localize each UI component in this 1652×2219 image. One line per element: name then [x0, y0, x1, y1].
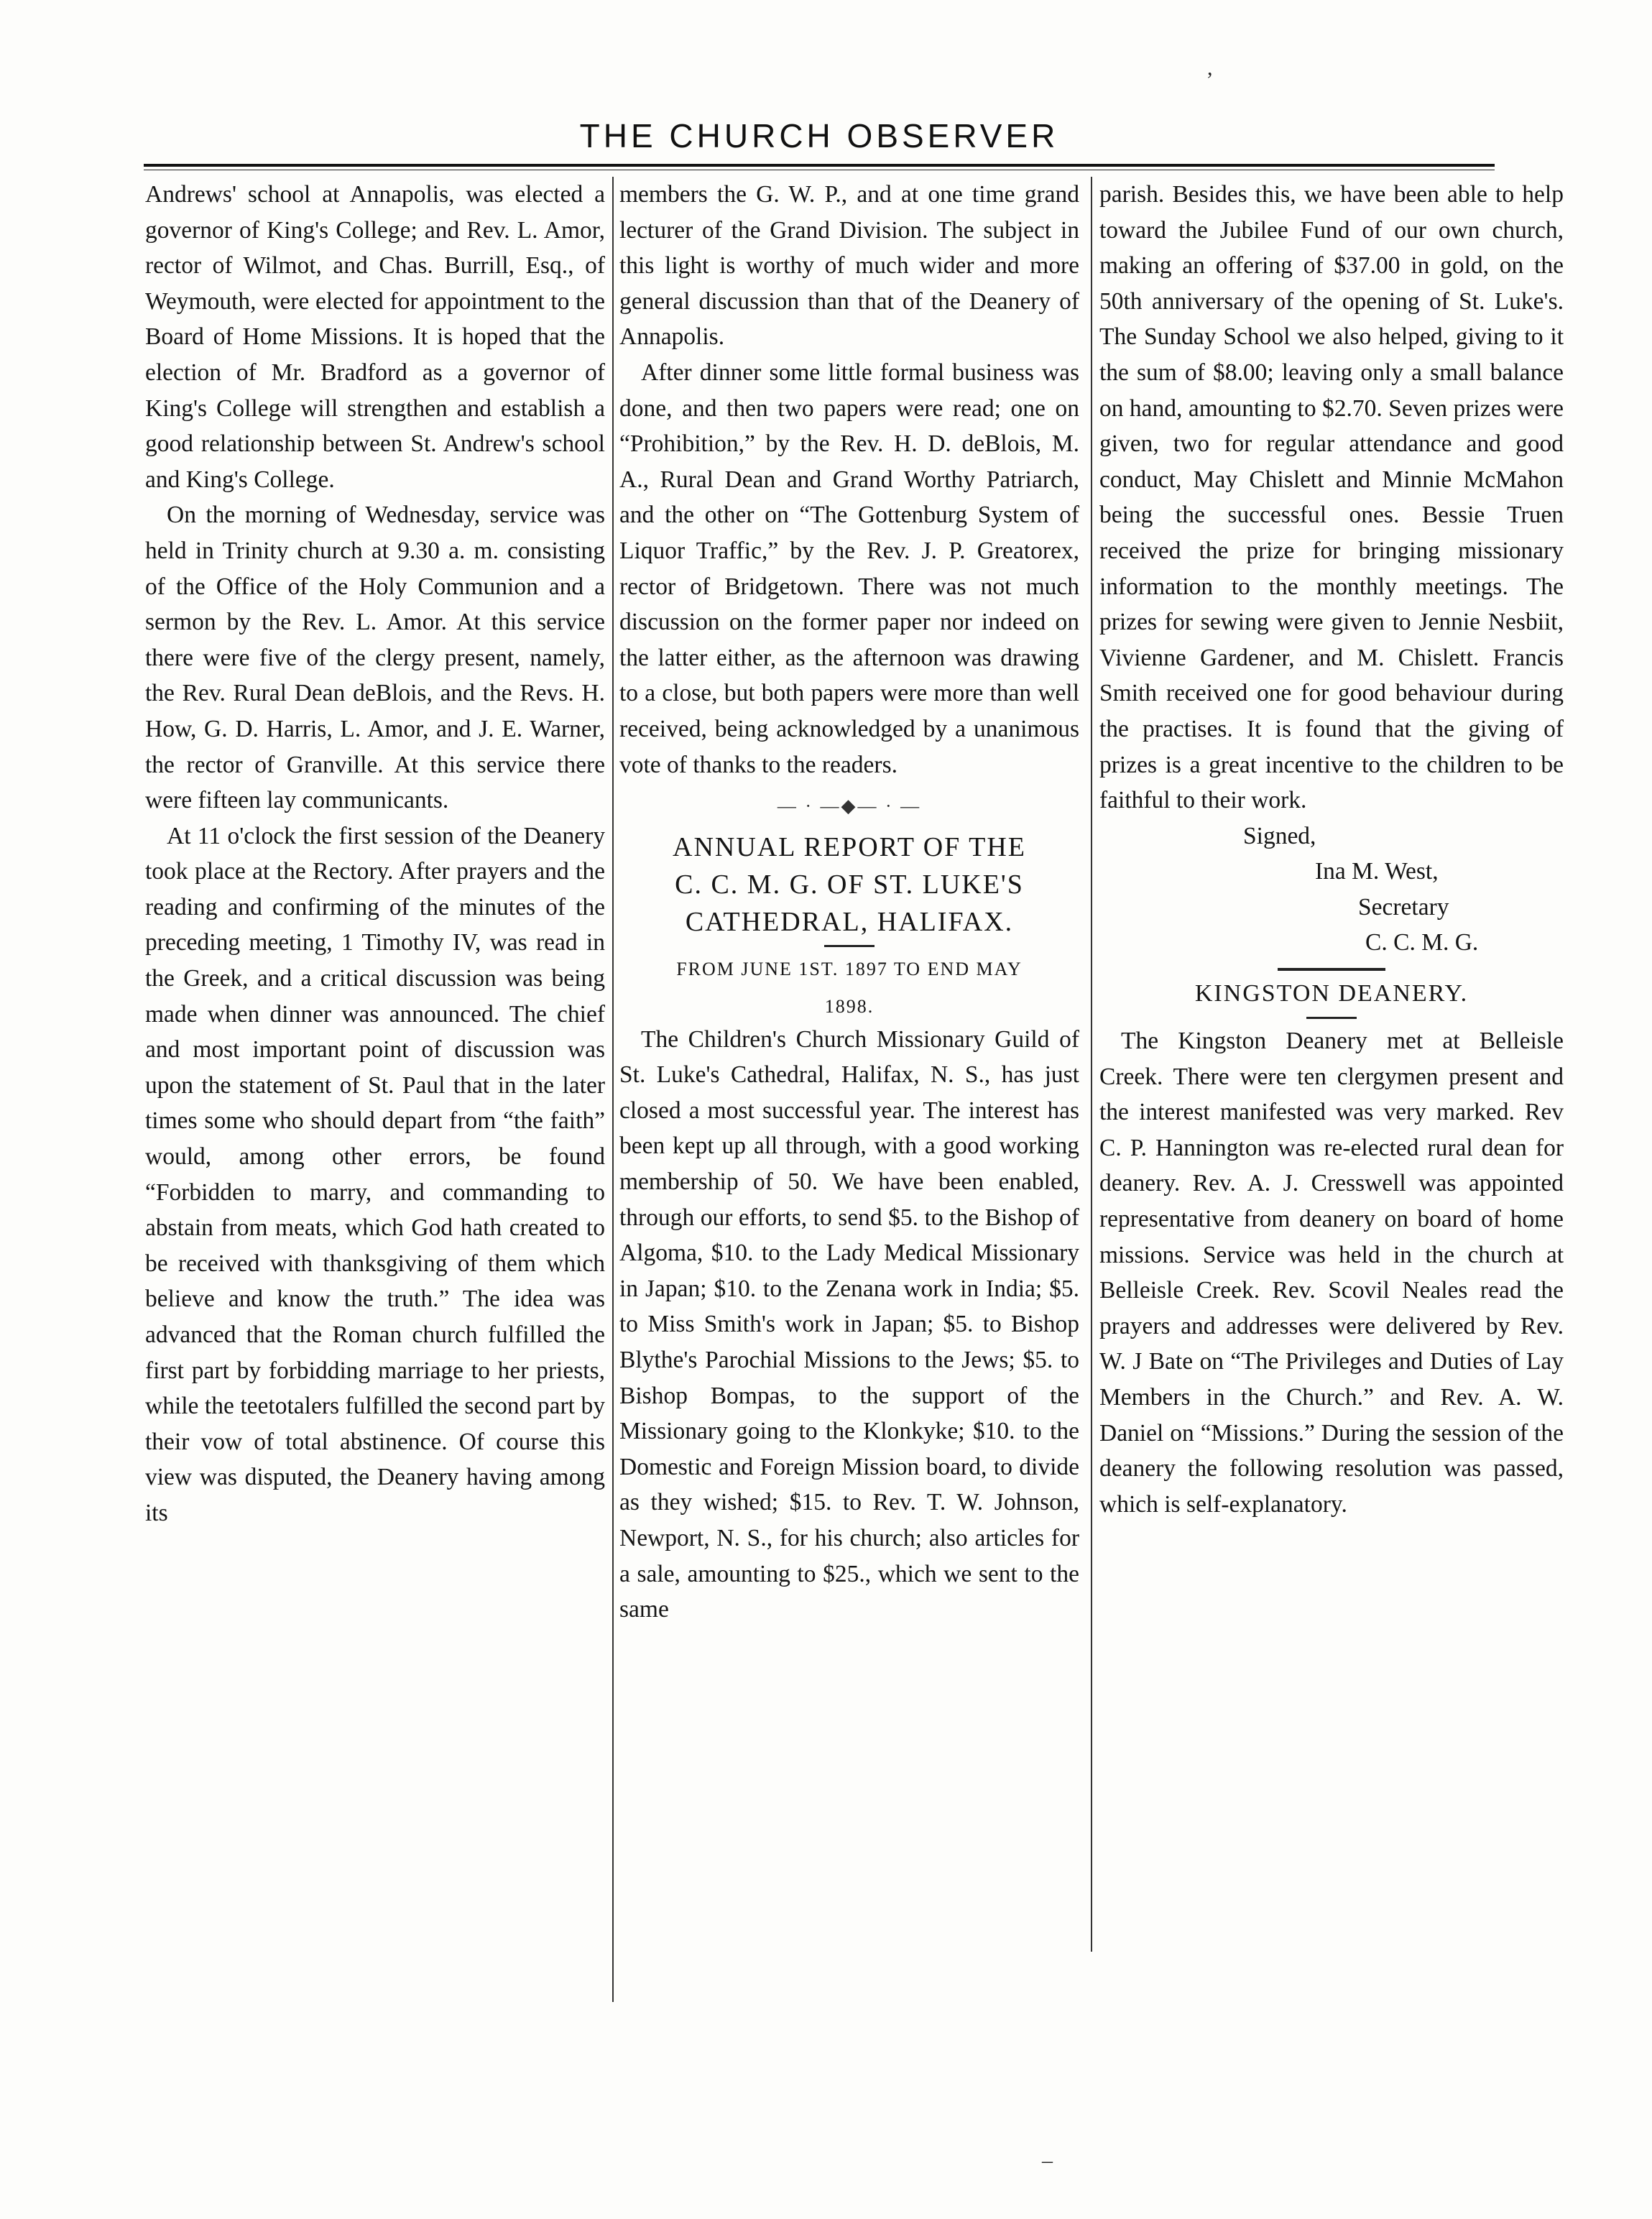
heading-rule [824, 945, 875, 947]
signature-block [1099, 818, 1564, 961]
article-heading: KINGSTON DEANERY. [1194, 980, 1469, 1007]
dateline: FROM JUNE 1ST. 1897 TO END MAY [676, 958, 1023, 979]
signer-name: Ina M. West, [1315, 858, 1439, 885]
dateline-year: 1898. [824, 995, 875, 1017]
section-rule [1278, 968, 1385, 971]
column-divider-2 [1091, 177, 1092, 1952]
column-3 [1099, 177, 1564, 1522]
paragraph: The Kingston Deanery met at Belleisle Creek. There were ten clergymen present and the interest manifested was very marked. Rev C. P. Hannington was re-elected rural dean for deanery. Rev. A. J. Cresswell was appointed representative from deanery on board of home missions. Service was held in the church at Belleisle Creek. Rev. Scovil Neales read the prayers and addresses were delivered by Rev. W. J Bate on “The Privileges and Duties of Lay Members in the Church.” and Rev. A. W. Daniel on “Missions.” During the session of the deanery the following resolution was passed, which is self-explanatory. [1099, 1028, 1564, 1518]
heading-rule [1306, 1017, 1357, 1019]
article-heading-line: C. C. M. G. OF ST. LUKE'S [675, 869, 1024, 900]
paragraph: members the G. W. P., and at one time grand lecturer of the Grand Division. The subject in this light is worthy of much wider and more general discussion than that of the Deanery of Annapolis. [619, 181, 1079, 351]
column-1 [145, 177, 605, 1531]
article-heading-line: ANNUAL REPORT OF THE [673, 831, 1026, 862]
ink-speck: , [1207, 56, 1213, 80]
signed-label: Signed, [1243, 822, 1316, 849]
paragraph: parish. Besides this, we have been able to help toward the Jubilee Fund of our own church, making an offering of $37.00 in gold, on the 50th anniversary of the opening of St. Luke's. The Sunday School we also helped, giving to it the sum of $8.00; leaving only a small balance on hand, amounting to $2.70. Seven prizes were given, two for regular attendance and good conduct, May Chislett and Minnie McMahon being the successful ones. Bessie Truen received the prize for bringing missionary information to the monthly meetings. The prizes for sewing were given to Jennie Nesbiit, Vivienne Gardener, and M. Chislett. Francis Smith received one for good behaviour during the practises. It is found that the giving of prizes is a great incentive to the children to be faithful to their work. [1099, 181, 1564, 814]
column-divider-1 [612, 177, 614, 2002]
signer-org: C. C. M. G. [1365, 929, 1479, 956]
article-heading-line: CATHEDRAL, HALIFAX. [685, 906, 1014, 937]
paragraph: At 11 o'clock the first session of the Deanery took place at the Rectory. After prayers and the reading and confirming of the minutes of the preceding meeting, 1 Timothy IV, was read in the Greek, and a critical discussion was being made when dinner was announced. The chief and most important point of discussion was upon the statement of St. Paul that in the later times some who should depart from “the faith” would, among other errors, be found “Forbidden to marry, and commanding to abstain from meats, which God hath created to be received with thanksgiving of them which believe and know the truth.” The idea was advanced that the Roman church fulfilled the first part by forbidding marriage to her priests, while the teetotalers fulfilled the second part by their vow of total abstinence. Of course this view was disputed, the Deanery having among its [145, 822, 605, 1526]
ink-speck: – [1042, 2149, 1053, 2172]
masthead-rule [144, 164, 1495, 167]
paragraph: The Children's Church Missionary Guild of St. Luke's Cathedral, Halifax, N. S., has just closed a most successful year. The interest has been kept up all through, with a good working membership of 50. We have been enabled, through our efforts, to send $5. to the Bishop of Algoma, $10. to the Lady Medical Missionary in Japan; $10. to the Zenana work in India; $5. to Miss Smith's work in Japan; $5. to Bishop Blythe's Parochial Missions to the Jews; $5. to Bishop Bompas, to the support of the Missionary going to the Klonkyke; $10. to the Domestic and Foreign Mission board, to divide as they wished; $15. to Rev. T. W. Johnson, Newport, N. S., for his church; also articles for a sale, amounting to $25., which we sent to the same [619, 1025, 1079, 1623]
paragraph: Andrews' school at Annapolis, was elected a governor of King's College; and Rev. L. Amor, rector of Wilmot, and Chas. Burrill, Esq., of Weymouth, were elected for appointment to the Board of Home Missions. It is hoped that the election of Mr. Bradford as a governor of King's College will strengthen and establish a good relationship between St. Andrew's school and King's College. [145, 181, 605, 493]
column-2 [619, 177, 1079, 1628]
signer-title: Secretary [1358, 893, 1449, 921]
paragraph: After dinner some little formal business was done, and then two papers were read; one on “Prohibition,” by the Rev. H. D. deBlois, M. A., Rural Dean and Grand Worthy Patriarch, and the other on “The Gottenburg System of Liquor Traffic,” by the Rev. J. P. Greatorex, rector of Bridgetown. There was not much discussion on the former paper nor indeed on the latter either, as the afternoon was drawing to a close, but both papers were more than well received, being acknowledged by a unanimous vote of thanks to the readers. [619, 359, 1079, 778]
masthead: THE CHURCH OBSERVER [579, 117, 1059, 154]
paragraph: On the morning of Wednesday, service was held in Trinity church at 9.30 a. m. consisting of the Office of the Holy Communion and a sermon by the Rev. L. Amor. At this service there were five of the clergy present, namely, the Rev. Rural Dean deBlois, and the Revs. H. How, G. D. Harris, L. Amor, and J. E. Warner, the rector of Granville. At this service there were fifteen lay communicants. [145, 502, 605, 814]
section-divider: — · —◆— · — [777, 795, 922, 817]
